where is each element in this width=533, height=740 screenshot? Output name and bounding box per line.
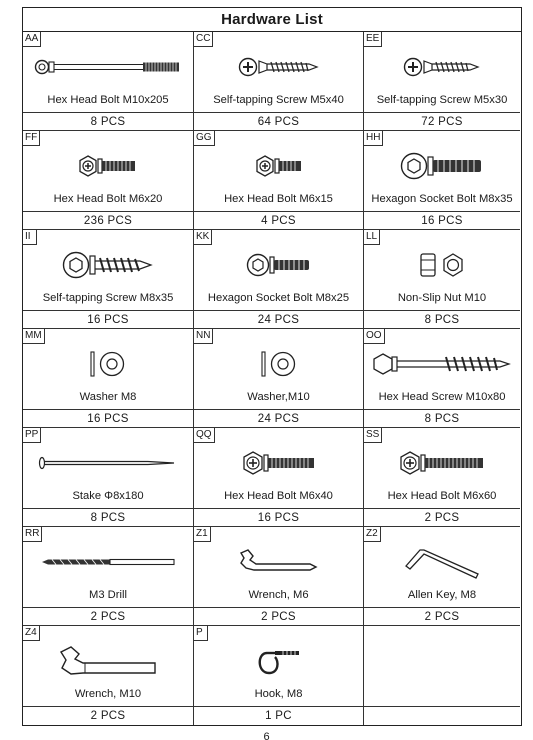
phillips-screw-icon [364,44,520,90]
item-cell-qq [194,428,364,509]
phillips-screw-icon [194,44,363,90]
item-name: Washer,M10 [247,391,310,403]
item-name: Stake Φ8x180 [72,490,144,502]
item-quantity: 2 PCS [364,509,520,527]
item-name: Washer M8 [79,391,137,403]
item-code: NN [194,329,213,344]
item-cell-oo [364,329,520,410]
item-name: Wrench, M6 [248,589,309,601]
item-code: SS [364,428,382,443]
phillips-hex-bolt-icon [364,440,520,486]
short-hex-bolt-icon [23,143,193,189]
washer-icon [23,341,193,387]
allen-key-icon [364,539,520,585]
item-code: OO [364,329,385,344]
item-name: Hex Head Bolt M6x40 [224,490,333,502]
quantity-row [23,113,521,131]
socket-bolt-icon [194,242,363,288]
item-code: GG [194,131,215,146]
item-code: RR [23,527,42,542]
item-name: Self-tapping Screw M8x35 [42,292,174,304]
item-quantity: 64 PCS [194,113,364,131]
large-wrench-icon [23,638,193,684]
item-name: Hexagon Socket Bolt M8x35 [371,193,513,205]
item-quantity: 16 PCS [23,311,194,329]
item-name: Hex Head Bolt M6x60 [387,490,497,502]
item-quantity: 16 PCS [23,410,194,428]
item-row [23,329,521,410]
item-quantity: 2 PCS [23,608,194,626]
hex-nut-icon [364,242,520,288]
quantity-row [23,707,521,725]
item-row [23,230,521,311]
item-code: Z4 [23,626,40,641]
item-row [23,131,521,212]
table-title: Hardware List [221,11,323,28]
item-quantity: 2 PCS [23,707,194,725]
item-quantity: 24 PCS [194,410,364,428]
item-name: Hex Head Bolt M6x20 [53,193,163,205]
item-quantity: 236 PCS [23,212,194,230]
item-name: M3 Drill [89,589,127,601]
item-code: AA [23,32,41,47]
item-code: CC [194,32,213,47]
item-cell-nn [194,329,364,410]
item-name: Hook, M8 [254,688,303,700]
item-name: Self-tapping Screw M5x40 [213,94,344,106]
item-quantity: 16 PCS [364,212,520,230]
hook-icon [194,638,363,684]
item-code: EE [364,32,382,47]
item-code: HH [364,131,383,146]
item-quantity: 72 PCS [364,113,520,131]
quantity-row [23,608,521,626]
item-quantity: 8 PCS [23,509,194,527]
item-name: Wrench, M10 [74,688,142,700]
item-code: P [194,626,208,641]
stake-icon [23,440,193,486]
quantity-row [23,410,521,428]
hex-screw-icon [364,341,520,387]
item-quantity: 8 PCS [364,410,520,428]
item-quantity: 8 PCS [23,113,194,131]
item-cell-z4 [23,626,194,707]
socket-bolt-icon [364,143,520,189]
empty-cell [364,707,520,725]
empty-cell [364,626,520,707]
washer-icon [194,341,363,387]
quantity-row [23,509,521,527]
item-cell-z1 [194,527,364,608]
socket-screw-icon [23,242,193,288]
hardware-list-table [22,7,522,726]
item-name: Allen Key, M8 [407,589,477,601]
item-name: Hex Head Screw M10x80 [378,391,506,403]
item-cell-cc [194,32,364,113]
item-cell-rr [23,527,194,608]
item-cell-kk [194,230,364,311]
item-code: KK [194,230,212,245]
phillips-hex-bolt-icon [194,440,363,486]
item-code: FF [23,131,40,146]
item-quantity: 2 PCS [194,608,364,626]
item-quantity: 16 PCS [194,509,364,527]
drill-bit-icon [23,539,193,585]
item-code: PP [23,428,41,443]
item-code: MM [23,329,45,344]
item-code: Z2 [364,527,381,542]
item-cell-ee [364,32,520,113]
long-hex-bolt-icon [23,44,193,90]
item-cell-ss [364,428,520,509]
item-row [23,527,521,608]
item-row [23,428,521,509]
item-code: QQ [194,428,215,443]
quantity-row [23,311,521,329]
item-quantity: 24 PCS [194,311,364,329]
item-quantity: 1 PC [194,707,364,725]
quantity-row [23,212,521,230]
item-code: Z1 [194,527,211,542]
item-cell-ff [23,131,194,212]
item-cell-gg [194,131,364,212]
item-quantity: 2 PCS [364,608,520,626]
item-quantity: 4 PCS [194,212,364,230]
short-hex-bolt-icon [194,143,363,189]
item-cell-z2 [364,527,520,608]
item-row [23,32,521,113]
item-cell-aa [23,32,194,113]
item-cell-hh [364,131,520,212]
item-cell-mm [23,329,194,410]
page-number: 6 [263,731,270,740]
item-name: Hex Head Bolt M6x15 [224,193,333,205]
item-name: Hexagon Socket Bolt M8x25 [207,292,350,304]
table-title-row [23,8,521,32]
item-name: Non-Slip Nut M10 [397,292,487,304]
item-cell-ii [23,230,194,311]
small-wrench-icon [194,539,363,585]
item-name: Hex Head Bolt M10x205 [47,94,169,106]
item-cell-p [194,626,364,707]
item-code: II [23,230,37,245]
item-cell-pp [23,428,194,509]
item-cell-ll [364,230,520,311]
item-name: Self-tapping Screw M5x30 [376,94,508,106]
item-row [23,626,521,707]
item-code: LL [364,230,380,245]
item-quantity: 8 PCS [364,311,520,329]
